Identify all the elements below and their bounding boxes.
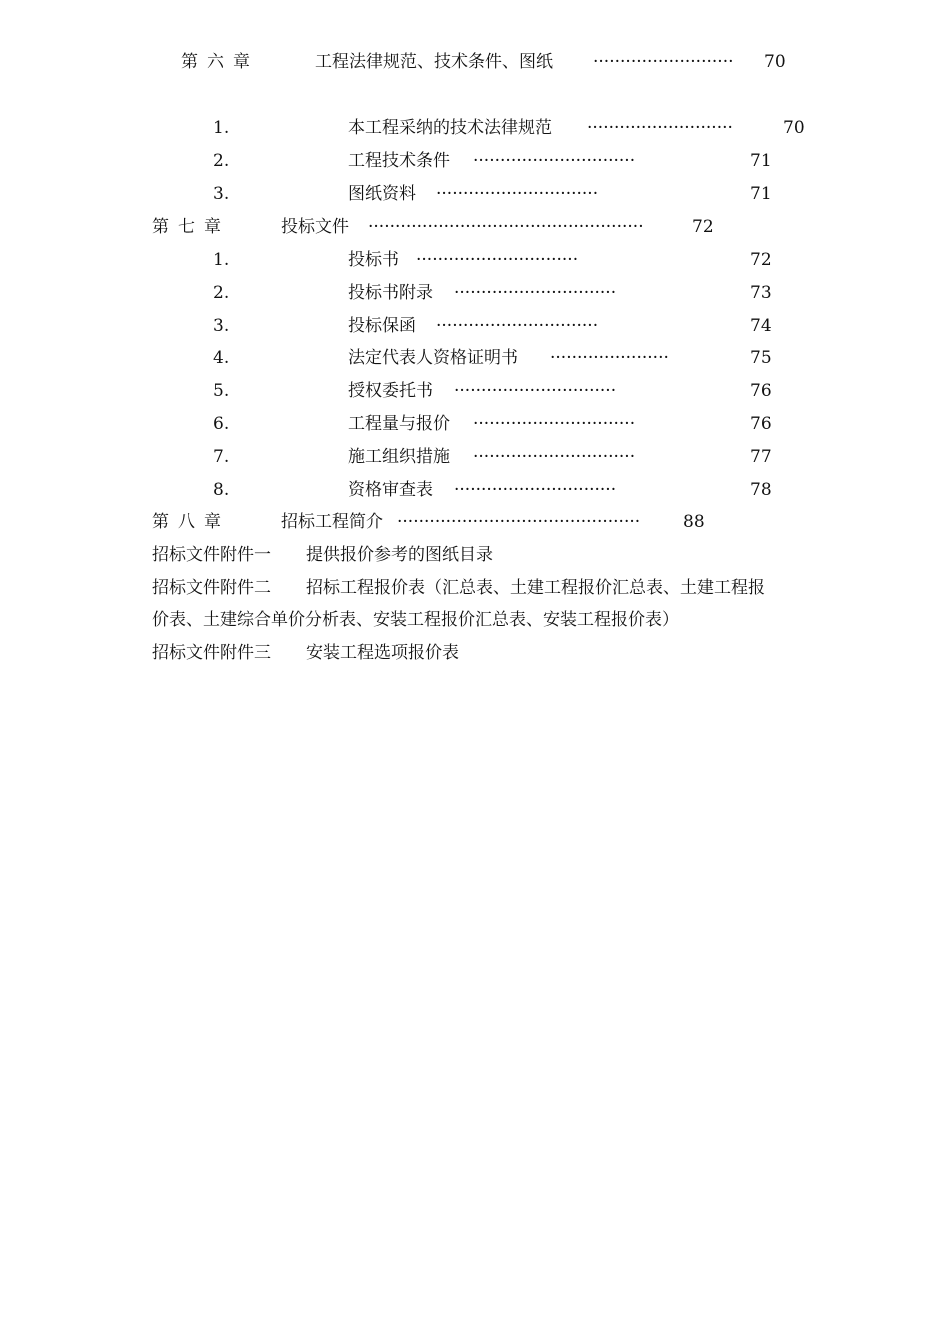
toc-item[interactable] [0,183,950,205]
item-number: 7. [213,447,230,467]
leader-dots: ······························ [436,316,599,336]
item-title: 资格审查表 [348,480,433,500]
appendix-title-line-1: 招标工程报价表（汇总表、土建工程报价汇总表、土建工程报 [306,578,765,598]
appendix-label: 招标文件附件一 [152,545,271,565]
item-title: 本工程采纳的技术法律规范 [348,118,552,138]
appendix-label: 招标文件附件二 [152,578,271,598]
item-title: 工程量与报价 [348,414,450,434]
toc-item[interactable] [0,117,950,139]
page-number: 72 [750,250,772,270]
toc-chapter-8[interactable] [0,511,950,533]
leader-dots: ······························ [416,250,579,270]
chapter-title: 工程法律规范、技术条件、图纸 [315,52,553,72]
item-title: 图纸资料 [348,184,416,204]
page-number: 71 [750,184,772,204]
item-number: 3. [213,316,230,336]
toc-appendix-1[interactable] [0,544,950,566]
toc-item[interactable] [0,413,950,435]
page-number: 76 [750,414,772,434]
item-title: 工程技术条件 [348,151,450,171]
page-number: 70 [783,118,805,138]
appendix-title: 安装工程选项报价表 [306,643,459,663]
chapter-title: 招标工程简介 [281,512,383,532]
leader-dots: ······························ [473,414,636,434]
toc-chapter-7[interactable] [0,216,950,238]
item-number: 1. [213,250,230,270]
leader-dots: ······························ [454,480,617,500]
leader-dots: ······························ [473,447,636,467]
toc-item[interactable] [0,446,950,468]
toc-appendix-2[interactable] [0,577,950,599]
chapter-label: 第六章 [181,52,259,72]
page-number: 72 [692,217,714,237]
toc-item[interactable] [0,282,950,304]
item-title: 法定代表人资格证明书 [348,348,518,368]
item-number: 8. [213,480,230,500]
toc-chapter-6[interactable] [0,51,950,73]
item-title: 投标保函 [348,316,416,336]
item-title: 投标书 [348,250,399,270]
page-number: 77 [750,447,772,467]
item-title: 授权委托书 [348,381,433,401]
item-number: 3. [213,184,230,204]
item-number: 5. [213,381,230,401]
item-title: 施工组织措施 [348,447,450,467]
item-number: 4. [213,348,230,368]
page-number: 74 [750,316,772,336]
item-number: 6. [213,414,230,434]
page-number: 76 [750,381,772,401]
leader-dots: ··················································· [368,217,644,237]
leader-dots: ······························ [473,151,636,171]
page-number: 70 [764,52,786,72]
page-number: 75 [750,348,772,368]
item-number: 2. [213,151,230,171]
page-number: 78 [750,480,772,500]
chapter-label: 第七章 [152,217,230,237]
chapter-label: 第八章 [152,512,230,532]
toc-appendix-3[interactable] [0,642,950,664]
item-number: 2. [213,283,230,303]
leader-dots: ······························ [454,381,617,401]
page-number: 71 [750,151,772,171]
item-number: 1. [213,118,230,138]
chapter-title: 投标文件 [281,217,349,237]
toc-item[interactable] [0,347,950,369]
leader-dots: ··························· [587,118,733,138]
appendix-title: 提供报价参考的图纸目录 [306,545,493,565]
toc-item[interactable] [0,249,950,271]
leader-dots: ······························ [436,184,599,204]
toc-item[interactable] [0,150,950,172]
leader-dots: ······················ [550,348,669,368]
leader-dots: ······························ [454,283,617,303]
appendix-title-line-2: 价表、土建综合单价分析表、安装工程报价汇总表、安装工程报价表） [152,610,679,630]
toc-item[interactable] [0,479,950,501]
leader-dots: ·························· [593,52,734,72]
toc-item[interactable] [0,315,950,337]
leader-dots: ············································· [397,512,641,532]
appendix-label: 招标文件附件三 [152,643,271,663]
page-number: 73 [750,283,772,303]
item-title: 投标书附录 [348,283,433,303]
page-number: 88 [683,512,705,532]
toc-item[interactable] [0,380,950,402]
